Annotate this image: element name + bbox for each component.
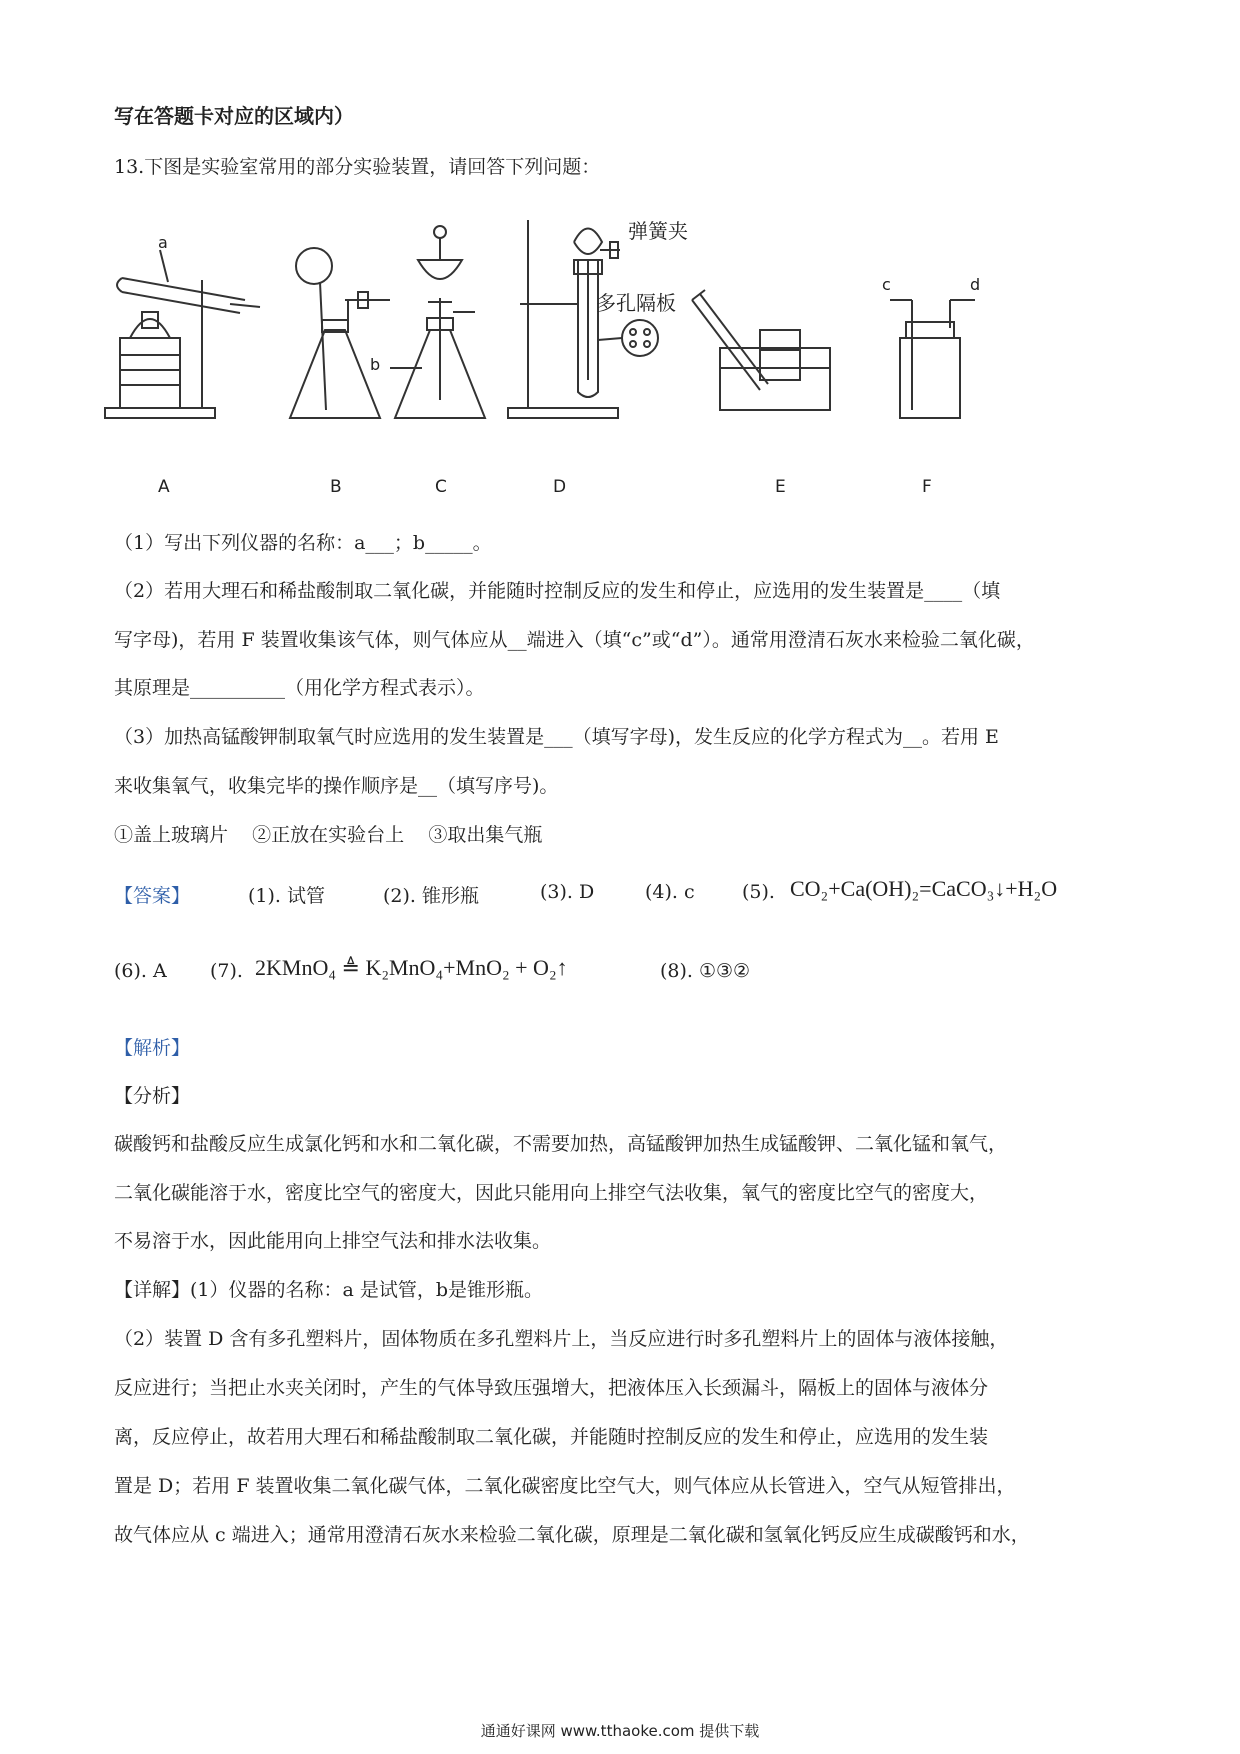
label-b: b [370,355,381,374]
answer-5: (5). [742,881,775,903]
apparatus-label-f: F [922,477,932,497]
apparatus-e [692,290,830,410]
label-spring-clip: 弹簧夹 [628,220,688,243]
equation-5: CO₂+Ca(OH)₂=CaCO₃↓+H₂O [790,876,1058,901]
footer-text: 通通好课网 www.tthaoke.com 提供下载 [480,1722,760,1740]
detail-2-line-3: 离，反应停止，故若用大理石和稀盐酸制取二氧化碳，并能随时控制反应的发生和停止，应选用的发生装 [114,1426,989,1448]
apparatus-a [105,250,260,418]
label-d: d [970,275,981,294]
apparatus-label-a: A [158,477,170,497]
q1-text: （1）写出下列仪器的名称：a___；b_____。 [114,532,492,554]
fenxi-tag: 【分析】 [114,1085,191,1107]
jiexi-tag: 【解析】 [114,1037,191,1059]
answer-4: (4). c [645,881,695,903]
apparatus-b [290,248,390,418]
apparatus-label-e: E [775,477,786,497]
q2-line-1: （2）若用大理石和稀盐酸制取二氧化碳，并能随时控制反应的发生和停止，应选用的发生装置是____（填 [114,580,1001,602]
detail-2-line-2: 反应进行；当把止水夹关闭时，产生的气体导致压强增大，把液体压入长颈漏斗，隔板上的固体与液体分 [114,1377,989,1399]
analysis-line-3: 不易溶于水，因此能用向上排空气法和排水法收集。 [114,1230,552,1252]
apparatus-figure [100,220,1140,510]
detail-1: 【详解】(1）仪器的名称：a 是试管，b是锥形瓶。 [114,1279,544,1301]
answer-tag: 【答案】 [114,885,191,907]
label-c: c [882,275,891,294]
analysis-line-1: 碳酸钙和盐酸反应生成氯化钙和水和二氧化碳，不需要加热，高锰酸钾加热生成锰酸钾、二氧化锰和氧气， [114,1133,1008,1155]
q3-line-2: 来收集氧气，收集完毕的操作顺序是__（填写序号)。 [114,775,559,797]
question-intro: 13.下图是实验室常用的部分实验装置，请回答下列问题： [114,156,601,178]
answer-6: (6). A [114,960,167,982]
detail-2-line-5: 故气体应从 c 端进入；通常用澄清石灰水来检验二氧化碳，原理是二氧化碳和氢氧化钙反应生成碳酸钙和水， [114,1524,1030,1546]
apparatus-d [508,220,658,418]
label-a: a [158,233,168,252]
answer-3: (3). D [540,881,595,903]
detail-2-line-1: （2）装置 D 含有多孔塑料片，固体物质在多孔塑料片上，当反应进行时多孔塑料片上的固体与液体接触， [114,1328,1009,1350]
q3-line-1: （3）加热高锰酸钾制取氧气时应选用的发生装置是___（填写字母)，发生反应的化学方程式为__。若用 E [114,726,999,748]
answer-2: (2). 锥形瓶 [383,885,479,907]
q2-line-2: 写字母)，若用 F 装置收集该气体，则气体应从__端进入（填“c”或“d”）。通常用澄清石灰水来检验二氧化碳， [114,629,1035,651]
answer-8: (8). ①③② [660,960,751,982]
options-line: ①盖上玻璃片 ②正放在实验台上 ③取出集气瓶 [114,824,543,846]
answer-1: (1). 试管 [248,885,325,907]
apparatus-label-d: D [553,477,567,497]
answer-7: (7). [210,960,243,982]
apparatus-label-b: B [330,477,342,497]
analysis-line-2: 二氧化碳能溶于水，密度比空气的密度大，因此只能用向上排空气法收集，氧气的密度比空气的密度大， [114,1182,989,1204]
apparatus-c [390,226,485,418]
apparatus-f [890,300,975,418]
label-porous-plate: 多孔隔板 [596,291,676,315]
detail-2-line-4: 置是 D；若用 F 装置收集二氧化碳气体，二氧化碳密度比空气大，则气体应从长管进入，空气从短管排出， [114,1475,1016,1497]
q2-line-3: 其原理是__________（用化学方程式表示）。 [114,677,485,699]
apparatus-label-c: C [435,477,447,497]
equation-7: 2KMnO₄ ≜ K₂MnO₄+MnO₂ + O₂↑ [255,955,568,980]
header-line: 写在答题卡对应的区域内） [114,104,354,128]
